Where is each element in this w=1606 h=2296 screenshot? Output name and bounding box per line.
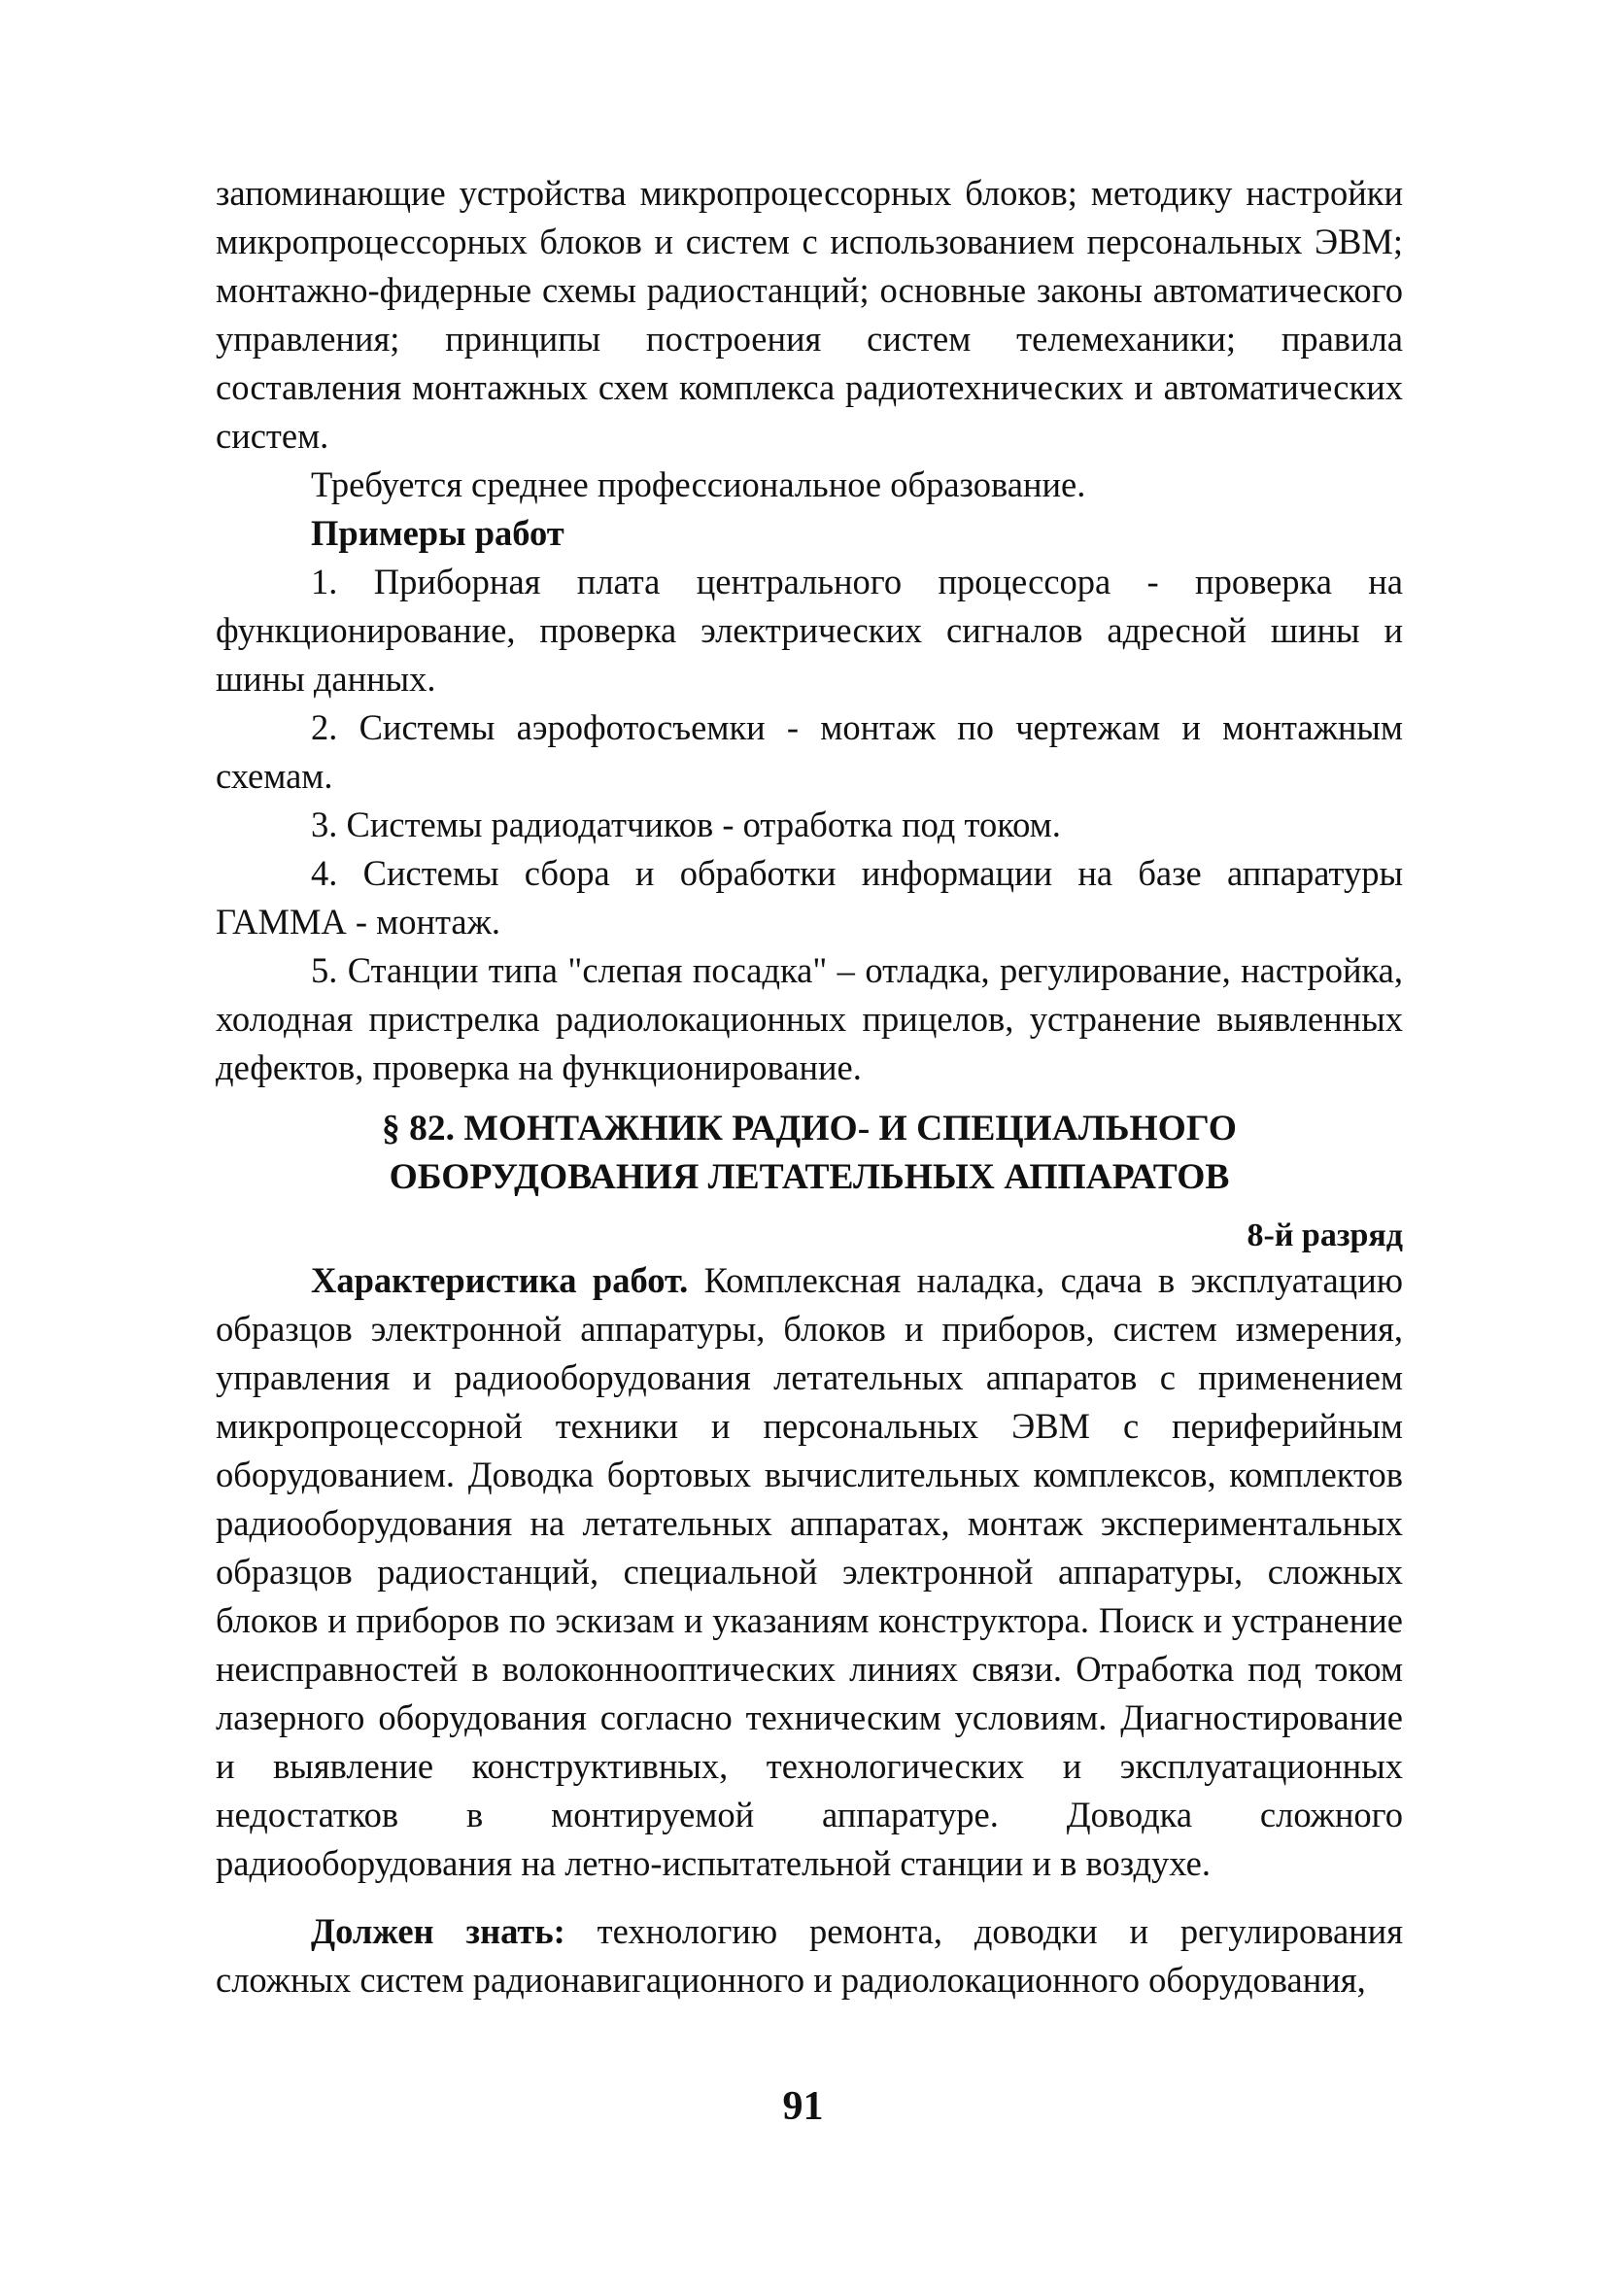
knowledge-paragraph bbox=[216, 1907, 1403, 2005]
section-title-line-1: § 82. МОНТАЖНИК РАДИО- И СПЕЦИАЛЬНОГО bbox=[382, 1109, 1237, 1148]
education-requirement: Требуется среднее профессиональное образование. bbox=[311, 464, 1086, 504]
paragraph-spacer bbox=[216, 1888, 1403, 1907]
intro-paragraph: запоминающие устройства микропроцессорных блоков; методику настройки микропроцессорных блоков и систем с использованием персональных ЭВМ; монтажно-фидерные схемы радиостанций; основные законы автоматического управления; принципы построения систем телемеханики; правила составления монтажных схем комплекса радиотехнических и автоматических систем. bbox=[216, 173, 1403, 456]
example-item-5: 5. Станции типа "слепая посадка" – отладка, регулирование, настройка, холодная пристрелка радиолокационных прицелов, устранение выявленных дефектов, проверка на функционирование. bbox=[216, 950, 1403, 1087]
example-item-1: 1. Приборная плата центрального процессора - проверка на функционирование, проверка электрических сигналов адресной шины и шины данных. bbox=[216, 562, 1403, 699]
example-item-3: 3. Системы радиодатчиков - отработка под током. bbox=[311, 805, 1061, 844]
page-number: 91 bbox=[782, 2084, 824, 2129]
knowledge-text: технологию ремонта, доводки и регулирования сложных систем радионавигационного и радиолокационного оборудования, bbox=[216, 1911, 1404, 2000]
grade-label: 8-й разряд bbox=[1247, 1217, 1403, 1253]
top-text-block bbox=[216, 169, 1403, 1092]
section-title bbox=[216, 1105, 1403, 1202]
characteristics-label: Характеристика работ. bbox=[311, 1260, 689, 1300]
example-item-2: 2. Системы аэрофотосъемки - монтаж по чертежам и монтажным схемам. bbox=[216, 707, 1403, 796]
characteristics-paragraph bbox=[216, 1256, 1403, 1888]
knowledge-label: Должен знать: bbox=[311, 1911, 565, 1951]
characteristics-text: Комплексная наладка, сдача в эксплуатацию образцов электронной аппаратуры, блоков и приборов, систем измерения, управления и радиооборудования летательных аппаратов с применением микропроцессорной техники и персональных ЭВМ с периферийным оборудованием. Доводка бортовых вычислительных комплексов, комплектов радиооборудования на летательных аппаратах, монтаж экспериментальных образцов радиостанций, специальной электронной аппаратуры, сложных блоков и приборов по эскизам и указаниям конструктора. Поиск и устранение неисправностей в волоконнооптических линиях связи. Отработка под током лазерного оборудования согласно техническим условиям. Диагностирование и выявление конструктивных, технологических и эксплуатационных недостатков в монтируемой аппаратуре. Доводка сложного радиооборудования на летно-испытательной станции и в воздухе. bbox=[216, 1260, 1403, 1883]
examples-heading: Примеры работ bbox=[311, 513, 564, 553]
example-item-4: 4. Системы сбора и обработки информации на базе аппаратуры ГАММА - монтаж. bbox=[216, 853, 1403, 942]
section-body bbox=[216, 1256, 1403, 2005]
section-title-line-2: ОБОРУДОВАНИЯ ЛЕТАТЕЛЬНЫХ АППАРАТОВ bbox=[389, 1157, 1230, 1197]
